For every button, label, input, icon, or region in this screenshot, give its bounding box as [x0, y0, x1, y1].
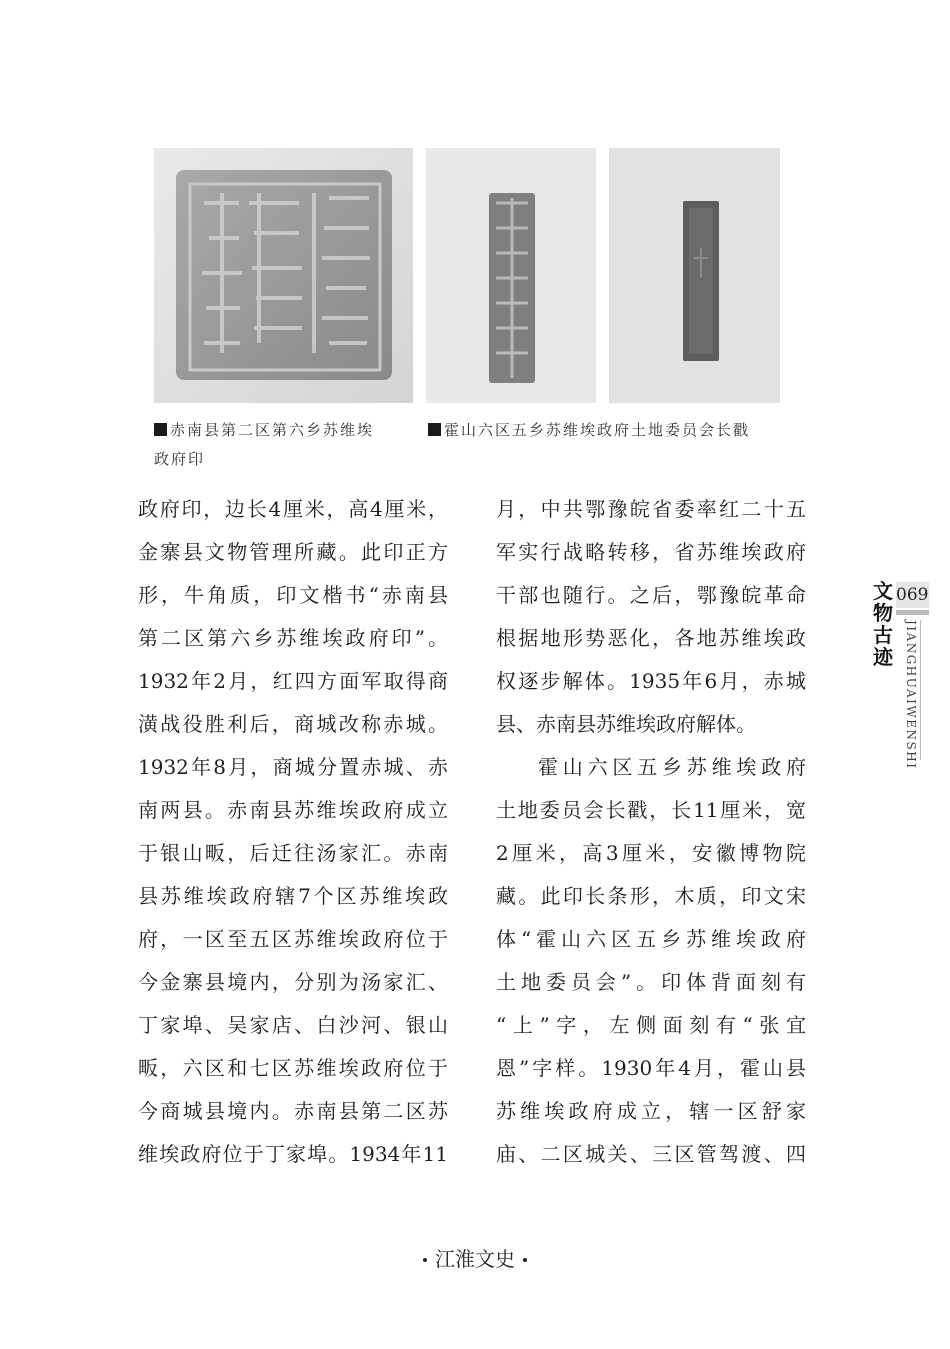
caption-bullet-icon	[154, 423, 167, 436]
text-line: 潢战役胜利后，商城改称赤城。	[138, 712, 448, 736]
text-line: 南两县。赤南县苏维埃政府成立	[138, 798, 448, 822]
text-line: 第二区第六乡苏维埃政府印”。	[138, 626, 448, 650]
text-line: 政府印，边长4厘米，高4厘米，	[138, 497, 448, 521]
page-number-underline	[896, 610, 929, 615]
text-line: 藏。此印长条形，木质，印文宋	[496, 884, 806, 908]
text-line: 1932年2月，红四方面军取得商	[138, 669, 448, 693]
text-line: 军实行战略转移，省苏维埃政府	[496, 540, 806, 564]
text-line: 土地委员会长戳，长11厘米，宽	[496, 798, 806, 822]
text-line: 根据地形势恶化，各地苏维埃政	[496, 626, 806, 650]
text-line: 金寨县文物管理所藏。此印正方	[138, 540, 448, 564]
text-line: 干部也随行。之后，鄂豫皖革命	[496, 583, 806, 607]
text-line: 维埃政府位于丁家埠。1934年11	[138, 1142, 448, 1166]
text-line: 丁家埠、吴家店、白沙河、银山	[138, 1013, 448, 1037]
text-line: 于银山畈，后迁往汤家汇。赤南	[138, 841, 448, 865]
text-line: 府，一区至五区苏维埃政府位于	[138, 927, 448, 951]
text-line: 体“霍山六区五乡苏维埃政府	[496, 927, 806, 951]
sidebar-divider	[920, 620, 921, 760]
text-line: 1932年8月，商城分置赤城、赤	[138, 755, 448, 779]
text-line: 今金寨县境内，分别为汤家汇、	[138, 970, 448, 994]
text-line: 土地委员会”。印体背面刻有	[496, 970, 806, 994]
bullet-dot-icon	[423, 1258, 427, 1262]
section-title: 文物古迹	[873, 579, 893, 669]
text-line: 形，牛角质，印文楷书“赤南县	[138, 583, 448, 607]
text-line: 庙、二区城关、三区管驾渡、四	[496, 1142, 806, 1166]
magazine-pinyin: JIANGHUAIWENSHI	[904, 620, 918, 770]
bullet-dot-icon	[523, 1258, 527, 1262]
square-seal-photo	[154, 148, 413, 403]
text-line: “上”字，左侧面刻有“张宜	[496, 1013, 806, 1037]
text-line: 县苏维埃政府辖7个区苏维埃政	[138, 884, 448, 908]
text-line: 苏维埃政府成立，辖一区舒家	[496, 1099, 806, 1123]
page-number: 069	[896, 585, 929, 605]
text-line: 恩”字样。1930年4月，霍山县	[496, 1056, 806, 1080]
seal1-caption: 赤南县第二区第六乡苏维埃 政府印	[154, 421, 375, 468]
body-column-right	[496, 488, 806, 1176]
text-line: 县、赤南县苏维埃政府解体。	[496, 712, 756, 736]
long-stamp-back-photo	[609, 148, 780, 403]
text-line: 权逐步解体。1935年6月，赤城	[496, 669, 806, 693]
paragraph-start-line: 霍山六区五乡苏维埃政府	[538, 755, 806, 779]
text-line: 今商城县境内。赤南县第二区苏	[138, 1099, 448, 1123]
text-line: 月，中共鄂豫皖省委率红二十五	[496, 497, 806, 521]
body-column-left	[138, 488, 448, 1176]
section-sidebar	[866, 579, 929, 770]
text-line: 2厘米，高3厘米，安徽博物院	[496, 841, 806, 865]
long-stamp-front-photo	[426, 148, 596, 403]
magazine-name: 江淮文史	[435, 1247, 515, 1271]
page-footer	[0, 1243, 950, 1272]
caption-bullet-icon	[428, 423, 441, 436]
seal2-caption: 霍山六区五乡苏维埃政府土地委员会长戳	[428, 416, 798, 445]
text-line: 畈，六区和七区苏维埃政府位于	[138, 1056, 448, 1080]
